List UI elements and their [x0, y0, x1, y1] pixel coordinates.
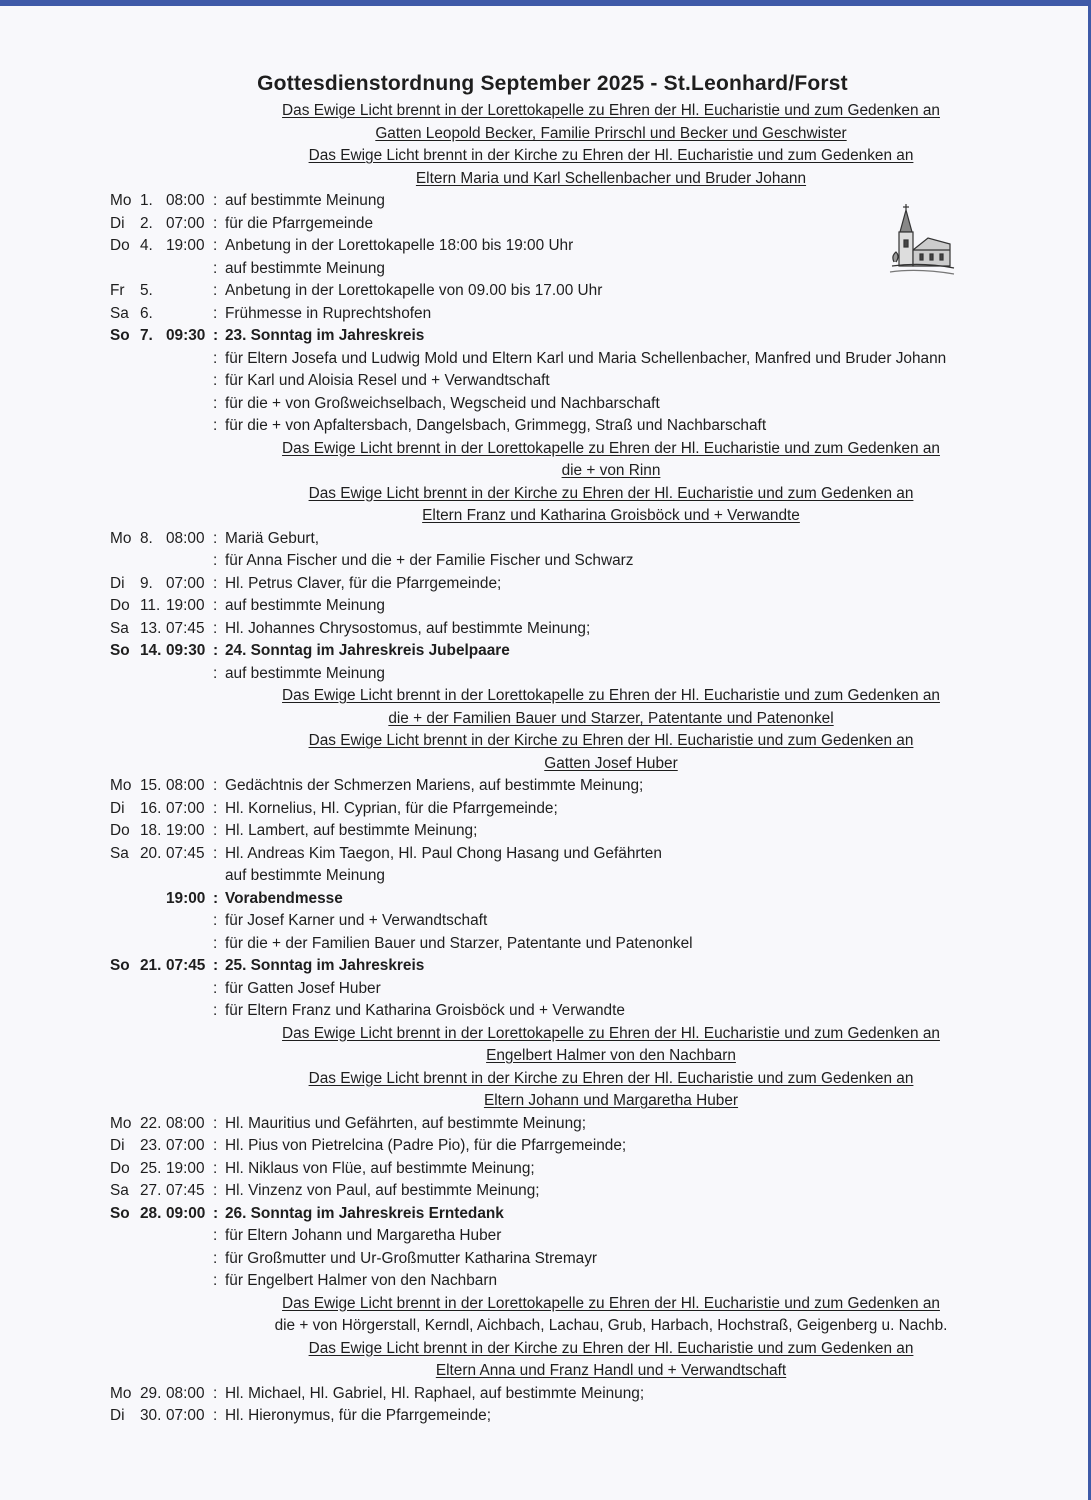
note-text: Eltern Maria und Karl Schellenbacher und Bruder Johann [415, 169, 807, 187]
schedule-entry [0, 663, 1091, 686]
entry-time: 07:00 [166, 799, 205, 817]
entry-text: Hl. Kornelius, Hl. Cyprian, für die Pfarrgemeinde; [225, 799, 558, 817]
schedule-entry [0, 843, 1091, 866]
separator: : [213, 889, 219, 907]
note-text: Das Ewige Licht brennt in der Lorettokapelle zu Ehren der Hl. Eucharistie und zum Gedenken an [282, 687, 940, 704]
eternal-light-note [0, 708, 1091, 731]
schedule-entry [0, 595, 1091, 618]
entry-date: 21. [140, 957, 162, 974]
note-text: Das Ewige Licht brennt in der Lorettokapelle zu Ehren der Hl. Eucharistie und zum Gedenken an [282, 102, 940, 119]
eternal-light-note [0, 1338, 1091, 1361]
entry-weekday: Di [110, 1407, 125, 1424]
eternal-light-note [0, 1090, 1091, 1113]
schedule-entry [0, 258, 1091, 281]
schedule-entry [0, 640, 1091, 663]
schedule-entry [0, 618, 1091, 641]
eternal-light-note [0, 438, 1091, 461]
entry-date: 11. [140, 597, 161, 614]
entry-date: 28. [140, 1204, 162, 1222]
entry-time: 07:00 [166, 574, 205, 592]
note-text: Das Ewige Licht brennt in der Lorettokapelle zu Ehren der Hl. Eucharistie und zum Gedenken an [282, 439, 940, 457]
entry-time: 19:00 [166, 1159, 205, 1177]
entry-weekday: So [110, 1204, 130, 1222]
schedule-entry [0, 798, 1091, 821]
schedule-entry [0, 573, 1091, 596]
entry-text: für Engelbert Halmer von den Nachbarn [225, 1272, 498, 1289]
entry-date: 30. [140, 1407, 162, 1424]
entry-time: 19:00 [166, 822, 205, 839]
separator: : [213, 552, 218, 569]
separator: : [213, 192, 218, 209]
entry-weekday: Mo [110, 777, 132, 794]
schedule-entry [0, 1405, 1091, 1428]
entry-text: Vorabendmesse [225, 889, 343, 907]
entry-date: 9. [140, 574, 153, 592]
entry-weekday: Di [110, 574, 125, 592]
entry-date: 5. [140, 282, 153, 299]
entry-text: 25. Sonntag im Jahreskreis [225, 957, 425, 974]
entry-date: 6. [140, 304, 153, 322]
note-text: die + von Rinn [561, 462, 661, 479]
note-text: Gatten Josef Huber [544, 754, 678, 772]
entry-weekday: Fr [110, 282, 125, 299]
entry-text: Mariä Geburt, [225, 529, 320, 547]
separator: : [213, 417, 218, 434]
entry-text: für Großmutter und Ur-Großmutter Katharina Stremayr [225, 1249, 598, 1267]
separator: : [213, 1182, 218, 1199]
entry-weekday: Mo [110, 1114, 132, 1132]
entry-text: für die + der Familien Bauer und Starzer, Patentante und Patenonkel [225, 934, 693, 952]
note-text: Das Ewige Licht brennt in der Kirche zu Ehren der Hl. Eucharistie und zum Gedenken an [308, 1069, 914, 1087]
entry-weekday: So [110, 957, 130, 974]
eternal-light-note [0, 123, 1091, 146]
eternal-light-note [0, 1023, 1091, 1046]
entry-date: 4. [140, 237, 153, 254]
schedule-list [0, 100, 1091, 1428]
separator: : [213, 574, 218, 592]
entry-weekday: Mo [110, 529, 132, 547]
entry-date: 7. [140, 327, 153, 344]
schedule-entry [0, 910, 1091, 933]
entry-date: 25. [140, 1159, 162, 1177]
entry-weekday: Di [110, 214, 125, 232]
entry-weekday: Do [110, 822, 130, 839]
entry-text: Frühmesse in Ruprechtshofen [225, 304, 432, 322]
schedule-entry [0, 280, 1091, 303]
schedule-entry [0, 1158, 1091, 1181]
note-text: Engelbert Halmer von den Nachbarn [486, 1047, 736, 1064]
entry-weekday: Mo [110, 1384, 132, 1402]
separator: : [213, 304, 218, 322]
entry-text: 24. Sonntag im Jahreskreis Jubelpaare [225, 642, 510, 659]
separator: : [213, 844, 218, 862]
schedule-entry [0, 955, 1091, 978]
entry-time: 07:45 [166, 619, 205, 637]
entry-text: für Josef Karner und + Verwandtschaft [225, 912, 488, 929]
separator: : [213, 597, 218, 614]
separator: : [213, 1249, 218, 1267]
entry-text: 26. Sonntag im Jahreskreis Erntedank [225, 1204, 504, 1222]
note-text: Eltern Anna und Franz Handl und + Verwandtschaft [435, 1362, 787, 1379]
eternal-light-note [0, 505, 1091, 528]
eternal-light-note [0, 145, 1091, 168]
eternal-light-note [0, 1045, 1091, 1068]
entry-text: auf bestimmte Meinung [225, 867, 385, 884]
entry-text: für Anna Fischer und die + der Familie Fischer und Schwarz [225, 552, 634, 569]
entry-text: Hl. Michael, Hl. Gabriel, Hl. Raphael, auf bestimmte Meinung; [225, 1384, 645, 1402]
entry-weekday: Mo [110, 192, 132, 209]
separator: : [213, 394, 218, 412]
entry-date: 27. [140, 1182, 162, 1199]
separator: : [213, 1227, 218, 1244]
separator: : [213, 237, 218, 254]
entry-weekday: So [110, 642, 130, 659]
schedule-entry [0, 978, 1091, 1001]
entry-date: 29. [140, 1384, 162, 1402]
schedule-entry [0, 1248, 1091, 1271]
entry-date: 23. [140, 1137, 162, 1154]
entry-time: 08:00 [166, 529, 205, 547]
entry-text: Hl. Petrus Claver, für die Pfarrgemeinde; [225, 574, 502, 592]
entry-text: Hl. Andreas Kim Taegon, Hl. Paul Chong Hasang und Gefährten [225, 844, 662, 862]
schedule-entry [0, 303, 1091, 326]
entry-time: 08:00 [166, 1114, 205, 1132]
entry-weekday: Sa [110, 844, 129, 862]
schedule-entry [0, 190, 1091, 213]
entry-date: 15. [140, 777, 162, 794]
separator: : [213, 1159, 218, 1177]
eternal-light-note [0, 100, 1091, 123]
separator: : [213, 822, 218, 839]
schedule-entry [0, 235, 1091, 258]
entry-time: 19:00 [166, 237, 205, 254]
schedule-entry [0, 888, 1091, 911]
entry-date: 22. [140, 1114, 162, 1132]
schedule-entry [0, 1113, 1091, 1136]
schedule-entry [0, 1383, 1091, 1406]
schedule-entry [0, 528, 1091, 551]
entry-date: 1. [140, 192, 153, 209]
entry-text: auf bestimmte Meinung [225, 597, 385, 614]
entry-time: 19:00 [166, 597, 205, 614]
entry-time: 07:45 [166, 957, 206, 974]
entry-date: 18. [140, 822, 162, 839]
entry-time: 07:00 [166, 1137, 205, 1154]
page-title: Gottesdienstordnung September 2025 - St.Leonhard/Forst [257, 72, 848, 95]
note-text: Gatten Leopold Becker, Familie Prirschl und Becker und Geschwister [375, 124, 847, 142]
eternal-light-note [0, 1360, 1091, 1383]
entry-text: auf bestimmte Meinung [225, 259, 385, 277]
separator: : [213, 619, 218, 637]
eternal-light-note [0, 483, 1091, 506]
entry-time: 07:45 [166, 1182, 205, 1199]
separator: : [213, 979, 218, 997]
schedule-entry [0, 865, 1091, 888]
separator: : [213, 1204, 219, 1222]
entry-text: 23. Sonntag im Jahreskreis [225, 327, 425, 344]
note-text: Eltern Franz und Katharina Groisböck und + Verwandte [422, 507, 800, 524]
schedule-entry [0, 1000, 1091, 1023]
entry-text: für die + von Großweichselbach, Wegscheid und Nachbarschaft [225, 394, 660, 412]
schedule-entry [0, 1225, 1091, 1248]
eternal-light-note [0, 1293, 1091, 1316]
schedule-entry [0, 1180, 1091, 1203]
entry-text: auf bestimmte Meinung [225, 664, 385, 682]
separator: : [213, 1272, 218, 1289]
entry-text: Hl. Vinzenz von Paul, auf bestimmte Meinung; [225, 1182, 540, 1199]
schedule-entry [0, 820, 1091, 843]
separator: : [213, 912, 218, 929]
entry-time: 07:00 [166, 1407, 205, 1424]
entry-text: für die + von Apfaltersbach, Dangelsbach, Grimmegg, Straß und Nachbarschaft [225, 417, 767, 434]
note-text: Eltern Johann und Margaretha Huber [483, 1092, 739, 1109]
separator: : [213, 259, 218, 277]
entry-weekday: Do [110, 597, 130, 614]
entry-weekday: Do [110, 237, 130, 254]
schedule-entry [0, 933, 1091, 956]
note-text: Das Ewige Licht brennt in der Kirche zu Ehren der Hl. Eucharistie und zum Gedenken an [308, 484, 914, 502]
entry-date: 8. [140, 529, 153, 547]
entry-text: für Gatten Josef Huber [225, 979, 381, 997]
eternal-light-note [0, 685, 1091, 708]
entry-date: 14. [140, 642, 162, 659]
entry-weekday: So [110, 327, 130, 344]
entry-time: 08:00 [166, 1384, 205, 1402]
entry-weekday: Sa [110, 1182, 129, 1199]
entry-time: 07:00 [166, 214, 205, 232]
separator: : [213, 349, 218, 367]
entry-text: Hl. Johannes Chrysostomus, auf bestimmte Meinung; [225, 619, 591, 637]
entry-time: 09:30 [166, 327, 206, 344]
entry-weekday: Sa [110, 619, 129, 637]
note-text: Das Ewige Licht brennt in der Lorettokapelle zu Ehren der Hl. Eucharistie und zum Gedenken an [282, 1294, 940, 1312]
entry-text: für Eltern Johann und Margaretha Huber [225, 1227, 502, 1244]
entry-text: auf bestimmte Meinung [225, 192, 385, 209]
separator: : [213, 1384, 218, 1402]
eternal-light-note [0, 168, 1091, 191]
note-text: Das Ewige Licht brennt in der Kirche zu Ehren der Hl. Eucharistie und zum Gedenken an [308, 1339, 914, 1357]
entry-text: Hl. Mauritius und Gefährten, auf bestimmte Meinung; [225, 1114, 586, 1132]
entry-time: 09:00 [166, 1204, 206, 1222]
schedule-entry [0, 325, 1091, 348]
entry-time: 09:30 [166, 642, 206, 659]
entry-date: 20. [140, 844, 162, 862]
eternal-light-note [0, 1315, 1091, 1338]
separator: : [213, 934, 218, 952]
eternal-light-note [0, 1068, 1091, 1091]
entry-text: Anbetung in der Lorettokapelle von 09.00 bis 17.00 Uhr [225, 282, 603, 299]
eternal-light-note [0, 730, 1091, 753]
entry-date: 16. [140, 799, 162, 817]
separator: : [213, 664, 218, 682]
schedule-entry [0, 550, 1091, 573]
schedule-entry [0, 213, 1091, 236]
separator: : [213, 957, 219, 974]
separator: : [213, 372, 218, 389]
separator: : [213, 799, 218, 817]
separator: : [213, 642, 219, 659]
entry-text: Hl. Hieronymus, für die Pfarrgemeinde; [225, 1407, 492, 1424]
entry-text: Hl. Lambert, auf bestimmte Meinung; [225, 822, 478, 839]
separator: : [213, 1137, 218, 1154]
entry-weekday: Di [110, 1137, 125, 1154]
schedule-entry [0, 415, 1091, 438]
eternal-light-note [0, 460, 1091, 483]
entry-text: für Karl und Aloisia Resel und + Verwandtschaft [225, 372, 550, 389]
separator: : [213, 529, 218, 547]
eternal-light-note [0, 753, 1091, 776]
note-text: Das Ewige Licht brennt in der Kirche zu Ehren der Hl. Eucharistie und zum Gedenken an [308, 147, 914, 164]
entry-text: Hl. Niklaus von Flüe, auf bestimmte Meinung; [225, 1159, 535, 1177]
entry-time: 07:45 [166, 844, 205, 862]
entry-text: Gedächtnis der Schmerzen Mariens, auf bestimmte Meinung; [225, 777, 644, 794]
separator: : [213, 777, 218, 794]
entry-time: 08:00 [166, 777, 205, 794]
schedule-entry [0, 348, 1091, 371]
separator: : [213, 1407, 218, 1424]
entry-weekday: Do [110, 1159, 130, 1177]
entry-weekday: Sa [110, 304, 129, 322]
note-text: die + von Hörgerstall, Kerndl, Aichbach, Lachau, Grub, Harbach, Hochstraß, Geigenberg u. Nachb. [274, 1317, 948, 1334]
separator: : [213, 214, 218, 232]
entry-text: Hl. Pius von Pietrelcina (Padre Pio), für die Pfarrgemeinde; [225, 1137, 627, 1154]
separator: : [213, 327, 219, 344]
note-text: Das Ewige Licht brennt in der Lorettokapelle zu Ehren der Hl. Eucharistie und zum Gedenken an [282, 1024, 940, 1042]
entry-text: für Eltern Franz und Katharina Groisböck und + Verwandte [225, 1002, 625, 1019]
separator: : [213, 1002, 218, 1019]
entry-time: 19:00 [166, 889, 206, 907]
schedule-entry [0, 393, 1091, 416]
entry-text: für Eltern Josefa und Ludwig Mold und Eltern Karl und Maria Schellenbacher, Manfred und Bruder Johann [225, 349, 947, 367]
separator: : [213, 282, 218, 299]
schedule-entry [0, 1135, 1091, 1158]
schedule-entry [0, 1203, 1091, 1226]
note-text: die + der Familien Bauer und Starzer, Patentante und Patenonkel [388, 709, 834, 727]
entry-weekday: Di [110, 799, 125, 817]
schedule-entry [0, 370, 1091, 393]
entry-date: 2. [140, 214, 153, 232]
entry-text: für die Pfarrgemeinde [225, 214, 373, 232]
schedule-entry [0, 1270, 1091, 1293]
separator: : [213, 1114, 218, 1132]
schedule-entry [0, 775, 1091, 798]
note-text: Das Ewige Licht brennt in der Kirche zu Ehren der Hl. Eucharistie und zum Gedenken an [308, 732, 914, 749]
entry-text: Anbetung in der Lorettokapelle 18:00 bis 19:00 Uhr [225, 237, 574, 254]
entry-date: 13. [140, 619, 162, 637]
entry-time: 08:00 [166, 192, 205, 209]
